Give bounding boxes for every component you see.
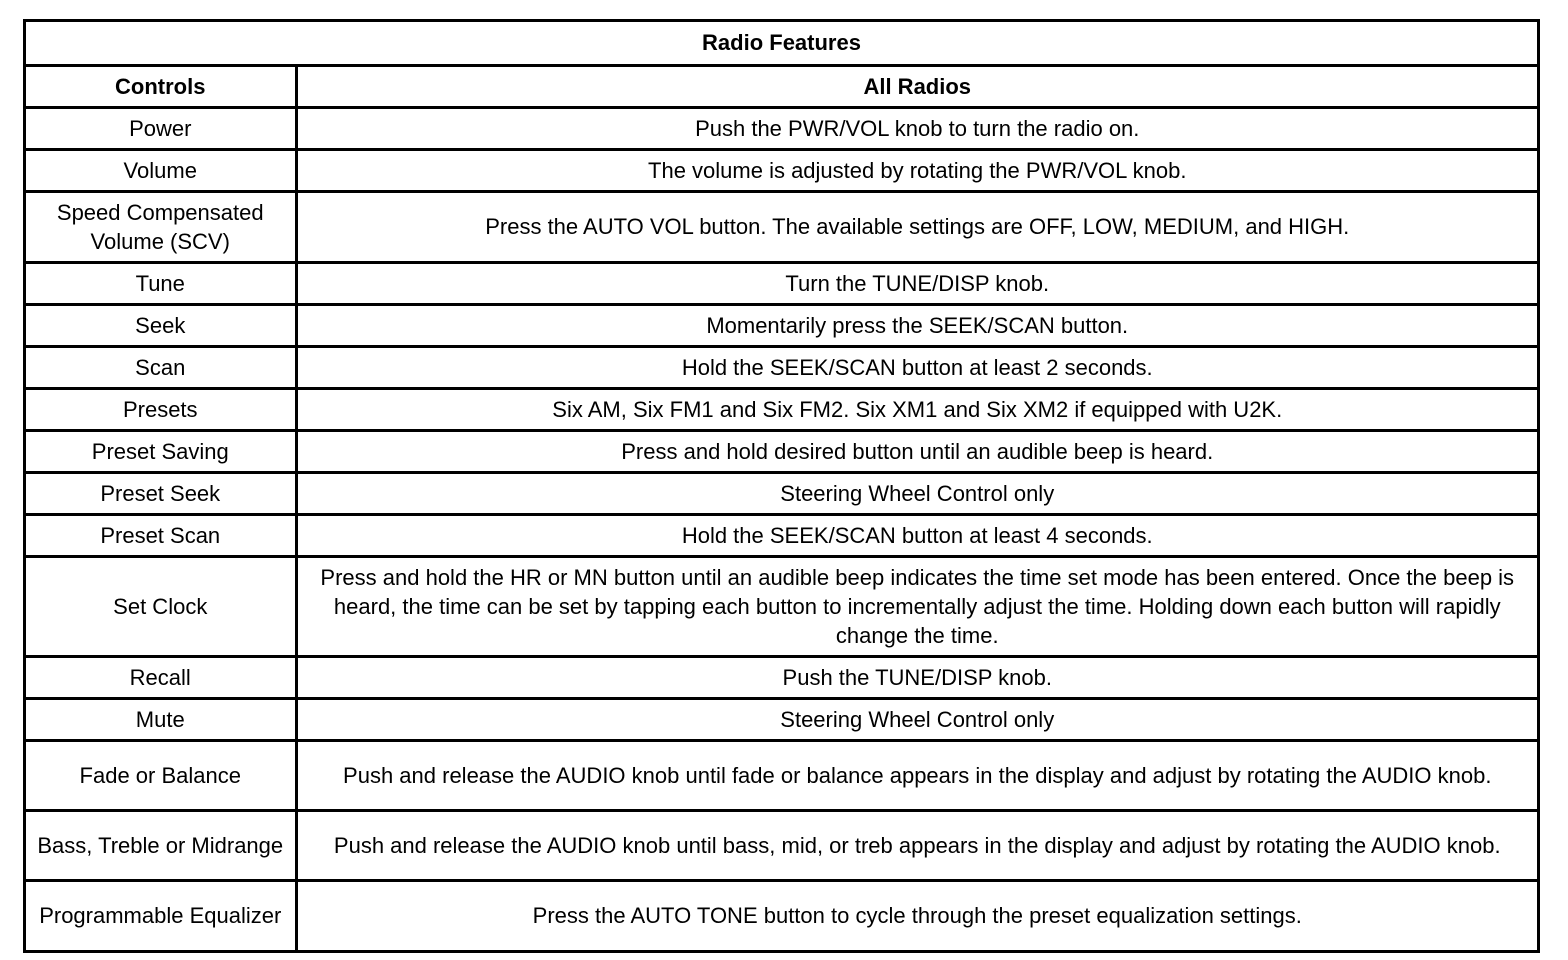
control-cell: Preset Scan bbox=[26, 514, 296, 556]
table-row bbox=[26, 556, 1537, 656]
control-cell: Presets bbox=[26, 388, 296, 430]
table-row bbox=[26, 149, 1537, 191]
control-cell: Programmable Equalizer bbox=[26, 880, 296, 950]
control-cell: Seek bbox=[26, 304, 296, 346]
table-row bbox=[26, 740, 1537, 810]
control-cell: Mute bbox=[26, 698, 296, 740]
radio-features-table-frame bbox=[23, 19, 1540, 953]
control-cell: Recall bbox=[26, 656, 296, 698]
description-cell: Hold the SEEK/SCAN button at least 2 seconds. bbox=[296, 346, 1537, 388]
column-header-all-radios: All Radios bbox=[296, 65, 1537, 107]
description-cell: Press and hold the HR or MN button until an audible beep indicates the time set mode has been entered. Once the beep is heard, the time can be set by tapping each button to incrementally adjust the time. Holding down each button will rapidly change the time. bbox=[296, 556, 1537, 656]
table-row bbox=[26, 191, 1537, 262]
control-cell: Tune bbox=[26, 262, 296, 304]
table-row bbox=[26, 430, 1537, 472]
description-cell: Six AM, Six FM1 and Six FM2. Six XM1 and Six XM2 if equipped with U2K. bbox=[296, 388, 1537, 430]
radio-features-table bbox=[26, 22, 1537, 950]
description-cell: Push and release the AUDIO knob until bass, mid, or treb appears in the display and adjust by rotating the AUDIO knob. bbox=[296, 810, 1537, 880]
control-cell: Speed Compensated Volume (SCV) bbox=[26, 191, 296, 262]
description-cell: Push and release the AUDIO knob until fade or balance appears in the display and adjust by rotating the AUDIO knob. bbox=[296, 740, 1537, 810]
description-cell: Steering Wheel Control only bbox=[296, 472, 1537, 514]
table-row bbox=[26, 472, 1537, 514]
table-header-row bbox=[26, 65, 1537, 107]
control-cell: Scan bbox=[26, 346, 296, 388]
description-cell: Press and hold desired button until an audible beep is heard. bbox=[296, 430, 1537, 472]
description-cell: Turn the TUNE/DISP knob. bbox=[296, 262, 1537, 304]
description-cell: Push the PWR/VOL knob to turn the radio on. bbox=[296, 107, 1537, 149]
description-cell: Press the AUTO VOL button. The available settings are OFF, LOW, MEDIUM, and HIGH. bbox=[296, 191, 1537, 262]
table-row bbox=[26, 304, 1537, 346]
control-cell: Power bbox=[26, 107, 296, 149]
description-cell: Momentarily press the SEEK/SCAN button. bbox=[296, 304, 1537, 346]
description-cell: Hold the SEEK/SCAN button at least 4 seconds. bbox=[296, 514, 1537, 556]
table-row bbox=[26, 514, 1537, 556]
table-row bbox=[26, 262, 1537, 304]
table-row bbox=[26, 346, 1537, 388]
table-row bbox=[26, 388, 1537, 430]
table-row bbox=[26, 880, 1537, 950]
control-cell: Volume bbox=[26, 149, 296, 191]
table-row bbox=[26, 810, 1537, 880]
control-cell: Bass, Treble or Midrange bbox=[26, 810, 296, 880]
table-title: Radio Features bbox=[26, 22, 1537, 65]
table-row bbox=[26, 107, 1537, 149]
table-title-row bbox=[26, 22, 1537, 65]
description-cell: The volume is adjusted by rotating the PWR/VOL knob. bbox=[296, 149, 1537, 191]
description-cell: Push the TUNE/DISP knob. bbox=[296, 656, 1537, 698]
description-cell: Steering Wheel Control only bbox=[296, 698, 1537, 740]
description-cell: Press the AUTO TONE button to cycle through the preset equalization settings. bbox=[296, 880, 1537, 950]
table-row bbox=[26, 698, 1537, 740]
control-cell: Preset Seek bbox=[26, 472, 296, 514]
table-row bbox=[26, 656, 1537, 698]
control-cell: Fade or Balance bbox=[26, 740, 296, 810]
column-header-controls: Controls bbox=[26, 65, 296, 107]
control-cell: Set Clock bbox=[26, 556, 296, 656]
control-cell: Preset Saving bbox=[26, 430, 296, 472]
